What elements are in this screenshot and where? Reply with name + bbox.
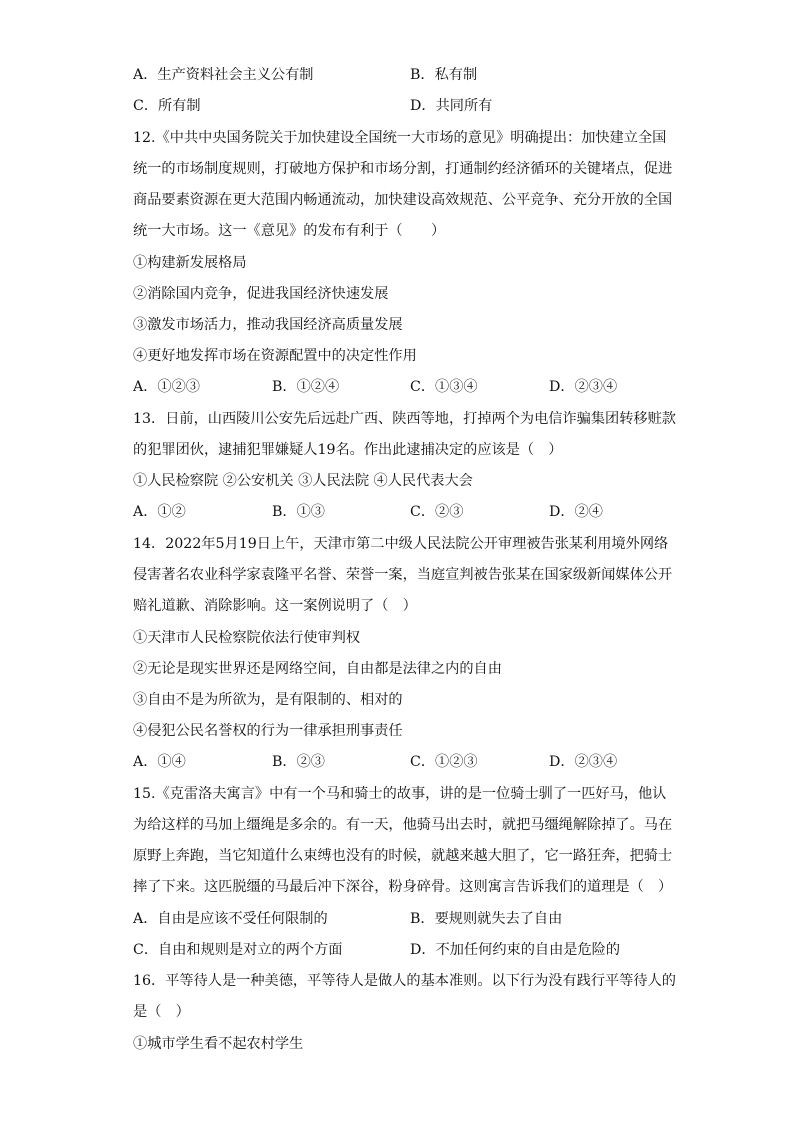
q12-item: ③激发市场活力，推动我国经济高质量发展	[133, 317, 403, 333]
q13-option-b[interactable]: B．①③	[272, 504, 325, 520]
q14-option-b[interactable]: B．②③	[272, 754, 325, 770]
q13-item: ①人民检察院 ②公安机关 ③人民法院 ④人民代表大会	[133, 473, 473, 489]
q16-item: ①城市学生看不起农村学生	[133, 1036, 304, 1052]
q15-option-d[interactable]: D．不加任何约束的自由是危险的	[410, 942, 621, 958]
q11-option-b[interactable]: B．私有制	[410, 67, 478, 83]
q13-option-a[interactable]: A．①②	[133, 504, 186, 520]
q13-stem-line: 的犯罪团伙，逮捕犯罪嫌疑人19名。作出此逮捕决定的应该是（ ）	[133, 442, 563, 458]
q16-stem-line: 是（ ）	[133, 1004, 190, 1020]
q12-option-d[interactable]: D．②③④	[549, 379, 618, 395]
q12-item: ①构建新发展格局	[133, 255, 247, 271]
q12-option-a[interactable]: A．①②③	[133, 379, 200, 395]
q11-option-a[interactable]: A．生产资料社会主义公有制	[133, 67, 314, 83]
q15-stem-line: 原野上奔跑，当它知道什么束缚也没有的时候，就越来越大胆了，它一路狂奔，把骑士	[133, 848, 673, 864]
q12-stem-line: 12.《中共中央国务院关于加快建设全国统一大市场的意见》明确提出：加快建立全国	[133, 130, 667, 146]
q12-stem-line: 统一的市场制度规则，打破地方保护和市场分割，打通制约经济循环的关键堵点，促进	[133, 161, 673, 177]
q15-option-c[interactable]: C．自由和规则是对立的两个方面	[133, 942, 343, 958]
q13-option-d[interactable]: D．②④	[549, 504, 603, 520]
q14-stem-line: 赔礼道歉、消除影响。这一案例说明了（ ）	[133, 598, 417, 614]
q14-stem-line: 14．2022年5月19日上午，天津市第二中级人民法院公开审理被告张某利用境外网络	[133, 536, 669, 552]
q14-option-c[interactable]: C．①②③	[410, 754, 478, 770]
q11-option-c[interactable]: C．所有制	[133, 98, 201, 114]
q12-stem-line: 商品要素资源在更大范围内畅通流动，加快建设高效规范、公平竞争、充分开放的全国	[133, 192, 673, 208]
q12-option-c[interactable]: C．①③④	[410, 379, 478, 395]
q14-item: ①天津市人民检察院依法行使审判权	[133, 630, 361, 646]
q11-option-d[interactable]: D．共同所有	[410, 98, 493, 114]
q14-stem-line: 侵害著名农业科学家袁隆平名誉、荣誉一案，当庭宣判被告张某在国家级新闻媒体公开	[133, 567, 673, 583]
q12-stem-line: 统一大市场。这一《意见》的发布有利于（ ）	[133, 223, 446, 239]
q15-option-b[interactable]: B．要规则就失去了自由	[410, 911, 563, 927]
q15-option-a[interactable]: A．自由是应该不受任何限制的	[133, 911, 328, 927]
q14-item: ②无论是现实世界还是网络空间，自由都是法律之内的自由	[133, 661, 502, 677]
q15-stem-line: 为给这样的马加上缰绳是多余的。有一天，他骑马出去时，就把马缰绳解除掉了。马在	[133, 817, 673, 833]
q14-item: ③自由不是为所欲为，是有限制的、相对的	[133, 692, 403, 708]
q16-stem-line: 16．平等待人是一种美德，平等待人是做人的基本准则。以下行为没有践行平等待人的	[133, 973, 676, 989]
q14-option-a[interactable]: A．①④	[133, 754, 186, 770]
q12-option-b[interactable]: B．①②④	[272, 379, 340, 395]
q15-stem-line: 摔了下来。这匹脱缰的马最后冲下深谷，粉身碎骨。这则寓言告诉我们的道理是（ ）	[133, 879, 673, 895]
q12-item: ④更好地发挥市场在资源配置中的决定性作用	[133, 348, 417, 364]
q14-option-d[interactable]: D．②③④	[549, 754, 618, 770]
q12-item: ②消除国内竞争，促进我国经济快速发展	[133, 286, 389, 302]
q14-item: ④侵犯公民名誉权的行为一律承担刑事责任	[133, 723, 403, 739]
q15-stem-line: 15.《克雷洛夫寓言》中有一个马和骑士的故事，讲的是一位骑士驯了一匹好马，他认	[133, 786, 667, 802]
q13-stem-line: 13．日前，山西陵川公安先后远赴广西、陕西等地，打掉两个为电信诈骗集团转移赃款	[133, 411, 676, 427]
q13-option-c[interactable]: C．②③	[410, 504, 464, 520]
